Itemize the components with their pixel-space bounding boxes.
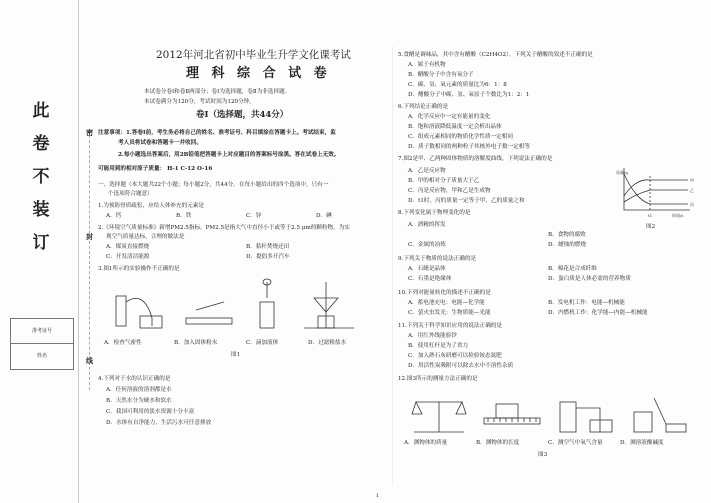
notice-line: 注意事项：1.答卷Ⅰ前，考生务必将自己的姓名、准考证号、科目填涂在答题卡上。考试结束，监 (98, 130, 336, 136)
option: B．使用杠杆是为了省力 (408, 343, 469, 349)
figure-3 (404, 388, 694, 440)
option: B．天然水分为硬水和软水 (106, 398, 172, 404)
option: D．蛋白质是人体必需的营养物质 (548, 276, 631, 282)
option: C．碳、氢、氧元素的质量比为6：1：8 (408, 82, 507, 88)
option: C．锌 (246, 213, 262, 219)
cut-mark: 密 (86, 129, 93, 137)
option: B．甲的相对分子质量大于乙 (408, 178, 480, 184)
option: A．石蜡是晶体 (408, 266, 446, 272)
binding-char: 此 (32, 101, 50, 121)
page-number: 1 (376, 493, 380, 499)
option: B．饱和溶液降低温度一定会析出晶体 (408, 124, 502, 130)
figure-label: 图3 (538, 452, 548, 458)
option: C．金属的冶炼 (408, 242, 446, 248)
option: C．开发清洁能源 (106, 254, 150, 260)
binding-char: 卷 (32, 134, 50, 154)
option: C．石墨是绝缘体 (408, 276, 452, 282)
figure-1 (104, 278, 374, 338)
option: B．棉花是合成纤维 (548, 266, 597, 272)
question-8: 8.下列变化属于物理变化的是 (398, 210, 471, 216)
binding-warning (28, 95, 54, 260)
question-2: 现空气质量达标，合理的做法是 (106, 234, 185, 240)
atomic-mass-line: 可能用到的相对原子质量： H-1 C-12 O-16 (98, 166, 213, 172)
option: D．内燃机工作：化学能—内能—机械能 (548, 310, 648, 316)
figure-caption: C．滴加液体 (246, 340, 279, 346)
figure-label: 图2 (646, 224, 656, 230)
question-9: 9.下列关于物质的说法正确的是 (398, 256, 477, 262)
question-7: 7.图2是甲、乙两种固体物质的溶解度曲线，下列说法正确的是 (398, 156, 553, 162)
binding-char: 不 (32, 167, 50, 187)
binding-char: 订 (32, 233, 50, 253)
exam-subtitle: 理 科 综 合 试 卷 (186, 66, 331, 81)
section-heading: 一、选择题（本大题共22个小题；每小题2分，共44分。在每小题给出的四个选项中，只有一 (98, 182, 329, 188)
option: C．组成元素相同的物质化学性质一定相同 (408, 134, 513, 140)
binding-char: 装 (32, 200, 50, 220)
figure-2-chart (616, 166, 696, 222)
binding-strip (0, 0, 79, 503)
option: D．蜡烛的燃烧 (548, 242, 587, 248)
note-line: 本试卷分卷Ⅰ和卷Ⅱ两部分；卷Ⅰ为选择题，卷Ⅱ为非选择题。 (144, 89, 291, 95)
question-6: 6.下列结论正确的是 (398, 104, 449, 110)
question-2: 2.《环境空气质量标准》新增PM2.5指标，PM2.5是指大气中直径小于或等于2.5 μm的颗粒物。为实 (98, 225, 350, 231)
figure-label: 图1 (231, 352, 241, 358)
option: B．食物的腐败 (548, 232, 586, 238)
note-line: 本试卷满分为120分，考试时间为120分钟。 (144, 99, 255, 105)
option: A．煤炭直接燃烧 (106, 244, 150, 250)
notice-line: 考人员将试卷和答题卡一并收回。 (118, 140, 202, 146)
option: D．醋酸分子中碳、氢、氧原子个数比为1：2：1 (408, 92, 530, 98)
option: C．丙是反应物，甲和乙是生成物 (408, 188, 491, 194)
figure-caption: B．加入固体粉末 (174, 340, 218, 346)
exam-title: 2012年河北省初中毕业生升学文化课考试 (156, 49, 351, 61)
figure-caption: D．测溶液酸碱度 (620, 440, 664, 446)
question-10: 10.下列对能量转化的描述不正确的是 (398, 290, 491, 296)
option: A．蓄电池充电：电能—化学能 (408, 300, 485, 306)
question-3: 3.图1所示的实验操作不正确的是 (98, 266, 180, 272)
question-12: 12.图3所示的测量方法正确的是 (398, 376, 478, 382)
candidate-info-box (10, 318, 74, 370)
chart-series-label: 丙 (690, 202, 694, 207)
part-heading: 卷Ⅰ（选择题，共44分） (196, 110, 289, 120)
option: A．钙 (106, 213, 122, 219)
option: A．用红外线能验钞 (408, 333, 457, 339)
option: D．质子数相同的两种粒子其核外电子数一定相等 (408, 144, 530, 150)
option: B．铁 (176, 213, 192, 219)
option: B．醋酸分子中含有氧分子 (408, 72, 474, 78)
option: A．酒精的挥发 (408, 222, 446, 228)
option: D．t1时，丙的质量一定等于甲、乙的质量之和 (408, 198, 525, 204)
chart-axis-label: 时间/s (672, 213, 684, 218)
option: D．提倡多开汽车 (246, 254, 290, 260)
cut-mark: 封 (86, 233, 93, 241)
option: A．任何溶液的溶剂都是水 (106, 387, 172, 393)
option: D．碘 (316, 213, 332, 219)
figure-caption: A．测物体的质量 (404, 440, 448, 446)
section-heading: 个选项符合题意） (108, 191, 153, 197)
option: A．化学反应中一定有能量的变化 (408, 114, 491, 120)
option: D．用活性炭吸附可以除去水中不溶性杂质 (408, 363, 514, 369)
option: A．乙是反应物 (408, 168, 446, 174)
chart-axis-label: 质量/g (616, 170, 628, 175)
option: B．秸秆焚烧还田 (246, 244, 290, 250)
question-11: 11.下列关于科学知识应用的说法正确的是 (398, 323, 502, 329)
question-4: 4.下列对于水的认识正确的是 (98, 376, 171, 382)
option: C．加入熟石灰研磨可以检验铵态氮肥 (408, 353, 502, 359)
name-label: 姓名 (36, 353, 47, 359)
figure-caption: A．检查气密性 (104, 340, 142, 346)
option: D．水体有自净能力，生活污水可任意排放 (106, 420, 212, 426)
figure-caption: C．测空气中氧气含量 (548, 440, 603, 446)
chart-series-label: 甲 (690, 178, 694, 183)
option: B．发电机工作：电能—机械能 (548, 300, 625, 306)
notice-line: 2.每小题选出答案后，用2B铅笔把答题卡上对应题目的答案标号涂黑。答在试卷上无效。 (118, 152, 340, 158)
chart-tick-label: t1 (648, 213, 653, 218)
figure-caption: D．过滤粗盐水 (308, 340, 347, 346)
question-1: 1.为预防骨质疏松，应给人体补充的元素是 (98, 203, 205, 209)
chart-series-label: 乙 (690, 188, 694, 193)
option: A．属于有机物 (408, 62, 446, 68)
option: C．我国可利用的淡水资源十分丰富 (106, 409, 195, 415)
figure-caption: B．测物体的长度 (476, 440, 520, 446)
column-divider (392, 46, 393, 486)
option: C．萤火虫发光：生物质能—光能 (408, 310, 491, 316)
cut-line (89, 130, 91, 390)
question-5: 5.食醋是调味品，其中含有醋酸（C2H4O2）。下列关于醋酸的叙述不正确的是 (398, 52, 593, 58)
cut-mark: 线 (86, 357, 93, 365)
id-label: 准考证号 (11, 319, 73, 344)
